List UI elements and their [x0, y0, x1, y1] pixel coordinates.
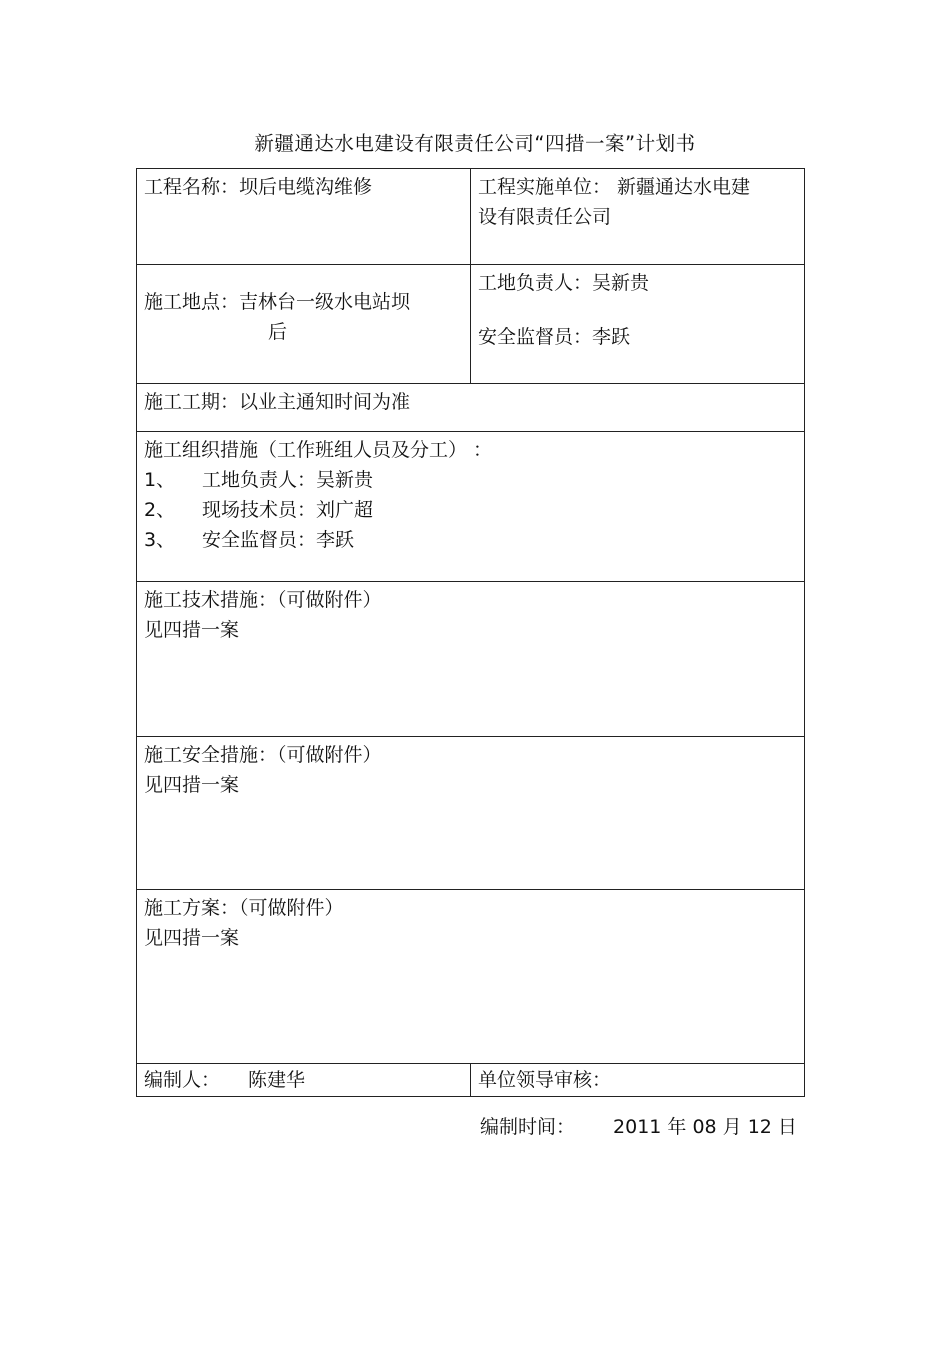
list-item: [144, 525, 804, 555]
project-name-cell: [137, 169, 471, 265]
plan-form-table: [136, 168, 805, 1097]
date-label: 编制时间：: [480, 1116, 576, 1138]
safety-supervisor: 安全监督员：李跃: [478, 326, 631, 348]
list-item-number: 3、: [144, 529, 176, 551]
compiler-name: 陈建华: [248, 1069, 306, 1091]
compile-date: [480, 1112, 797, 1139]
technical-heading: 施工技术措施：（可做附件）: [144, 589, 382, 611]
document-title: 新疆通达水电建设有限责任公司“四措一案”计划书: [254, 132, 696, 155]
project-name: 工程名称：坝后电缆沟维修: [144, 176, 373, 198]
approval-cell: [471, 1064, 804, 1096]
approval-label: 单位领导审核：: [478, 1069, 612, 1091]
plan-heading: 施工方案：（可做附件）: [144, 897, 344, 919]
period-cell: [137, 384, 804, 432]
location-cell: [137, 265, 471, 384]
safety-body: 见四措一案: [144, 774, 240, 796]
personnel-cell: [471, 265, 804, 384]
organization-heading: 施工组织措施（工作班组人员及分工） ：: [144, 439, 493, 461]
list-item-text: 工地负责人：吴新贵: [202, 469, 374, 491]
safety-heading: 施工安全措施：（可做附件）: [144, 744, 382, 766]
site-manager: 工地负责人：吴新贵: [478, 272, 650, 294]
safety-measures-cell: [137, 737, 804, 890]
compiler-label: 编制人：: [144, 1069, 221, 1091]
technical-measures-cell: [137, 582, 804, 737]
compiler-cell: [137, 1064, 471, 1096]
list-item: [144, 465, 804, 495]
location-line1: 施工地点：吉林台一级水电站坝: [144, 291, 411, 313]
date-value: 2011 年 08 月 12 日: [613, 1116, 797, 1138]
implementing-unit-line1: 工程实施单位： 新疆通达水电建: [478, 176, 751, 198]
list-item-number: 1、: [144, 469, 176, 491]
list-item-number: 2、: [144, 499, 176, 521]
construction-plan-cell: [137, 890, 804, 1064]
plan-body: 见四措一案: [144, 927, 240, 949]
location-line2: 后: [268, 321, 288, 343]
construction-period: 施工工期：以业主通知时间为准: [144, 391, 411, 413]
list-item-text: 现场技术员：刘广超: [202, 499, 374, 521]
list-item: [144, 495, 804, 525]
organization-cell: [137, 432, 804, 582]
list-item-text: 安全监督员：李跃: [202, 529, 355, 551]
implementing-unit-cell: [471, 169, 804, 265]
technical-body: 见四措一案: [144, 619, 240, 641]
implementing-unit-line2: 设有限责任公司: [478, 206, 612, 228]
